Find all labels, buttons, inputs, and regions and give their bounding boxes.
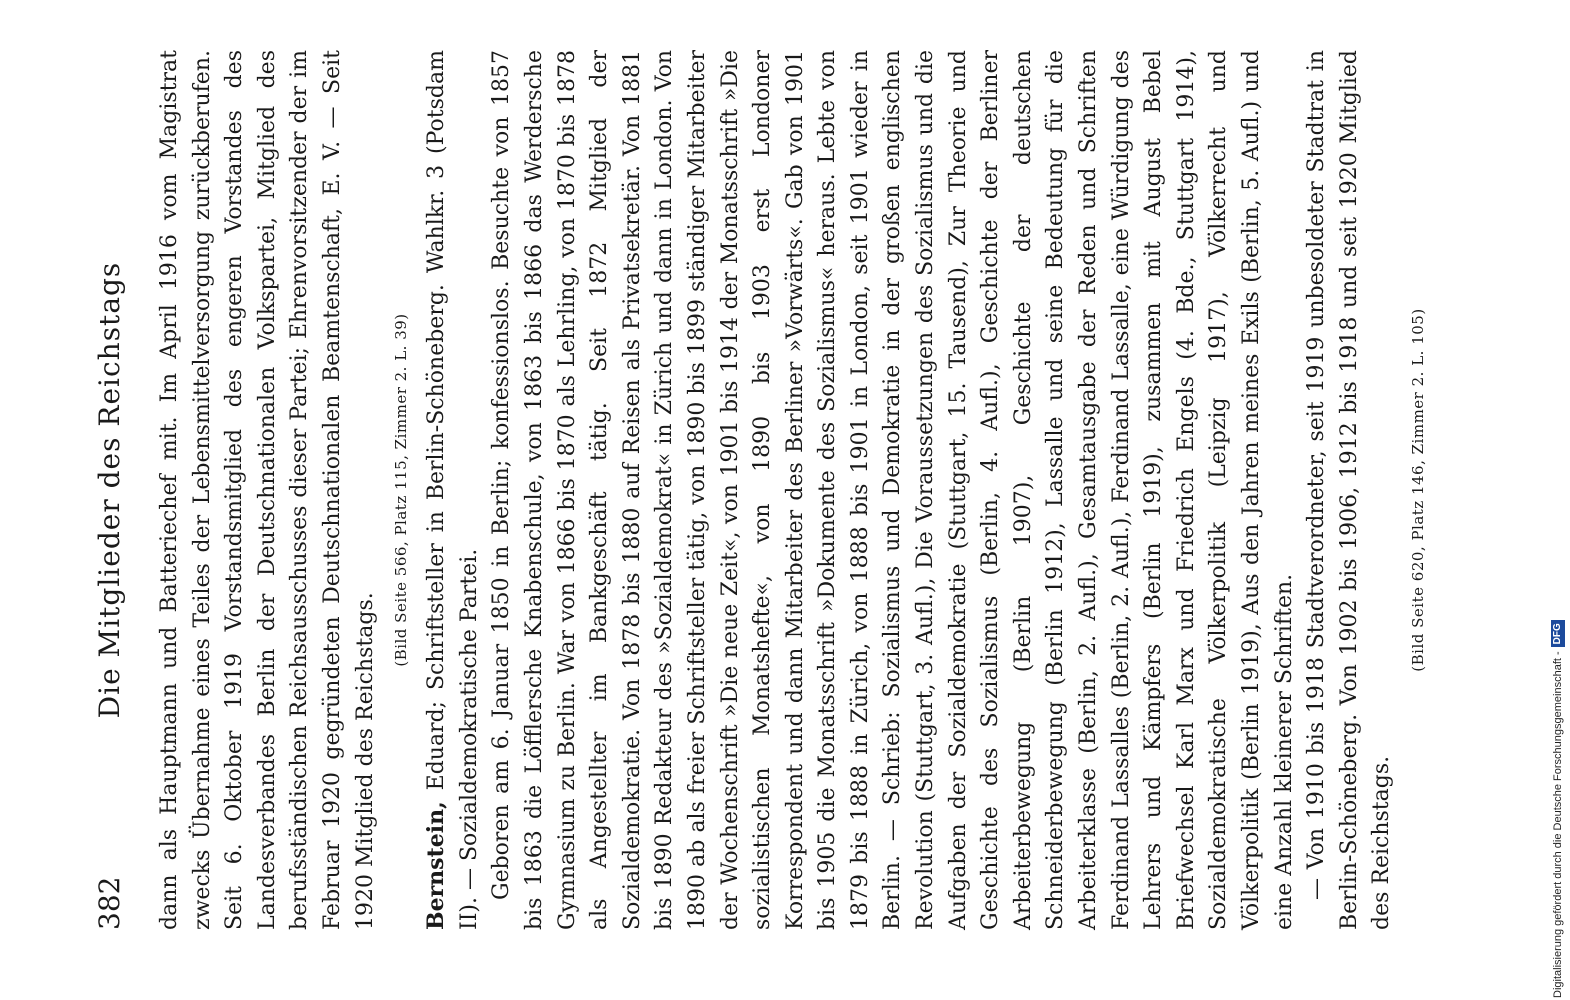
page-body-rotated: [85, 50, 1485, 930]
entry-continued-paragraph: dann als Hauptmann und Batteriechef mit. Im April 1916 vom Magistrat zwecks Übernahme eines Teiles der Lebensmittelversorgung zurückberufen. Seit 6. Oktober 1919 Vorstandsmitglied des engeren Vorstandes des Landesverbandes Berlin der Deutschnationalen Volkspartei, Mitglied des berufsständischen Reichsausschusses dieser Partei; Ehrenvorsitzender der im Februar 1920 gegründeten Deutschnationalen Beamtenschaft, E. V. — Seit 1920 Mitglied des Reichstags.: [157, 50, 378, 930]
entry-intro: Eduard; Schriftsteller in Berlin-Schöneberg. Wahlkr. 3 (Potsdam II). — Sozialdemokratische Partei.: [424, 50, 482, 930]
photo-reference-caption-bernstein: (Bild Seite 620, Platz 146, Zimmer 2. L. 105): [1408, 308, 1427, 672]
digitization-credit-text: Digitalisierung gefördert durch die Deutsche Forschungsgemeinschaft -: [1552, 651, 1564, 998]
entry-name: Bernstein,: [423, 801, 450, 930]
entry-bernstein-offices: — Von 1910 bis 1918 Stadtverordneter, seit 1919 unbesoldeter Stadtrat in Berlin-Schöneberg. Von 1902 bis 1906, 1912 bis 1918 und seit 1920 Mitglied des Reichstags.: [1304, 50, 1395, 930]
running-title: Die Mitglieder des Reichstags: [93, 261, 126, 719]
entry-bernstein-header: [420, 50, 486, 930]
dfg-logo-icon: DFG: [1551, 620, 1565, 647]
entry-bernstein-biography: Geboren am 6. Januar 1850 in Berlin; konfessionslos. Besuchte von 1857 bis 1863 die Löfflersche Knabenschule, von 1863 bis 1866 das Werdersche Gymnasium zu Berlin. War von 1866 bis 1870 als Lehrling, von 1870 bis 1878 als Angestellter im Bankgeschäft tätig. Seit 1872 Mitglied der Sozialdemokratie. Von 1878 bis 1880 auf Reisen als Privatsekretär. Von 1881 bis 1890 Redakteur des »Sozialdemokrat« in Zürich und dann in London. Von 1890 ab als freier Schriftsteller tätig, von 1890 bis 1899 ständiger Mitarbeiter der Wochenschrift »Die neue Zeit«, von 1901 bis 1914 der Monatsschrift »Die sozialistischen Monatshefte«, von 1890 bis 1903 erst Londoner Korrespondent und dann Mitarbeiter des Berliner »Vorwärts«. Gab von 1901 bis 1905 die Monatsschrift »Dokumente des Sozialismus« heraus. Lebte von 1879 bis 1888 in Zürich, von 1888 bis 1901 in London, seit 1901 wieder in Berlin. — Schrieb: Sozialismus und Demokratie in der großen englischen Revolution (Stuttgart, 3. Aufl.), Die Voraussetzungen des Sozialismus und die Aufgaben der Sozialdemokratie (Stuttgart, 15. Tausend), Zur Theorie und Geschichte des Sozialismus (Berlin, 4. Aufl.), Geschichte der Berliner Arbeiterbewegung (Berlin 1907), Geschichte der deutschen Schneiderbewegung (Berlin 1912), Lassalle und seine Bedeutung für die Arbeiterklasse (Berlin, 2. Aufl.), Gesamtausgabe der Reden und Schriften Ferdinand Lassalles (Berlin, 2. Aufl.), Ferdinand Lassalle, eine Würdigung des Lehrers und Kämpfers (Berlin 1919), zusammen mit August Bebel Briefwechsel Karl Marx und Friedrich Engels (4. Bde., Stuttgart 1914), Sozialdemokratische Völkerpolitik (Leipzig 1917), Völkerrecht und Völkerpolitik (Berlin 1919), Aus den Jahren meines Exils (Berlin, 5. Aufl.) und eine Anzahl kleinerer Schriften.: [489, 50, 1297, 930]
digitization-credit: [1548, 0, 1568, 998]
running-head: [85, 50, 135, 930]
photo-reference-caption: (Bild Seite 566, Platz 115, Zimmer 2. L. 39): [392, 313, 411, 667]
page-number: 382: [93, 876, 126, 930]
